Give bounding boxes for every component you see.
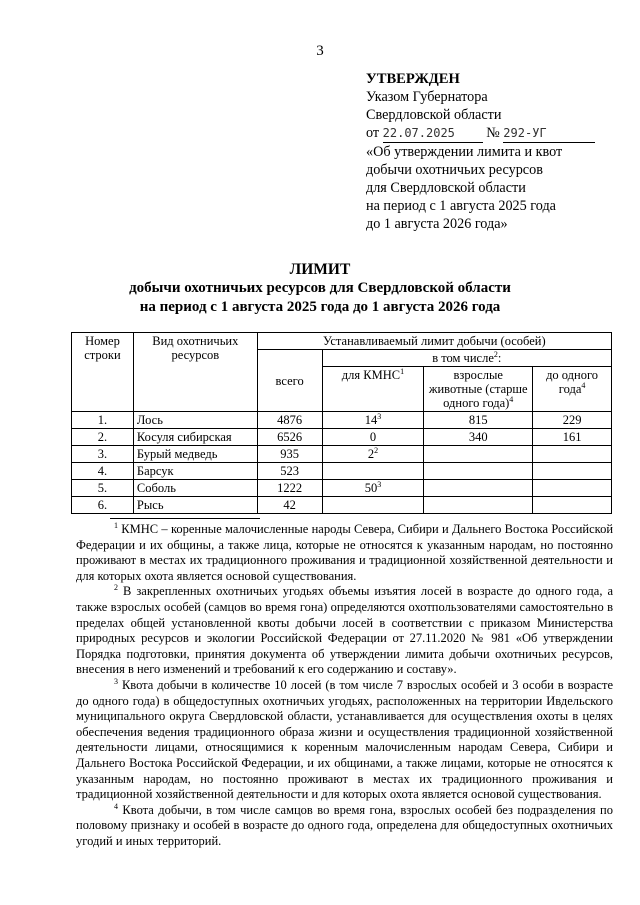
number-label: № (486, 125, 500, 141)
table-row (72, 446, 612, 463)
footnote-mark: 2 (114, 583, 118, 593)
footnote-ref: 2 (493, 349, 498, 359)
limit-adults (424, 480, 533, 497)
row-number: 1. (72, 412, 134, 429)
footnote-ref: 2 (374, 445, 379, 455)
approval-line: Свердловской области (366, 107, 502, 123)
under-one-label: до одного года (546, 368, 599, 396)
document-title: ЛИМИТ (289, 261, 351, 278)
table-row (72, 480, 612, 497)
table-row (72, 429, 612, 446)
row-number: 6. (72, 497, 134, 514)
footnote (76, 584, 613, 678)
including-label: в том числе (432, 351, 494, 365)
footnote-ref: 3 (377, 479, 382, 489)
row-number: 4. (72, 463, 134, 480)
adults-label: взрослые животные (старше одного года) (428, 368, 528, 410)
date-field (383, 124, 483, 143)
footnote (76, 522, 613, 584)
limit-adults (424, 463, 533, 480)
limit-total: 1222 (257, 480, 322, 497)
approval-block (366, 70, 616, 233)
limit-kmns (322, 463, 424, 480)
header-resource-type: Вид охотничьих ресурсов (133, 333, 257, 412)
document-subtitle: на период с 1 августа 2025 года до 1 августа 2026 года (139, 299, 501, 315)
resource-name: Соболь (133, 480, 257, 497)
table-header-row (72, 333, 612, 350)
limit-kmns (322, 480, 424, 497)
footnote-mark: 1 (114, 520, 118, 530)
decree-title-line: «Об утверждении лимита и квот (366, 144, 563, 160)
header-under-one (533, 367, 612, 412)
footnote-divider (110, 518, 260, 519)
limit-kmns (322, 429, 424, 446)
document-title-block (0, 260, 640, 317)
document-subtitle: добычи охотничьих ресурсов для Свердловской области (129, 280, 511, 296)
footnote-text: КМНС – коренные малочисленные народы Севера, Сибири и Дальнего Востока Российской Федерации и их общины, а также лица, которые не относятся к указанным народам, но постоянно проживают в местах их традиционного проживания и традиционной хозяйственной деятельности и для которых охота является основой существования. (76, 522, 614, 583)
resource-name: Лось (133, 412, 257, 429)
from-label: от (366, 125, 380, 141)
header-kmns (322, 367, 424, 412)
resource-name: Бурый медведь (133, 446, 257, 463)
kmns-value: 0 (369, 430, 377, 444)
limit-kmns (322, 412, 424, 429)
limit-kmns (322, 446, 424, 463)
footnotes (76, 522, 613, 849)
header-total: всего (257, 350, 322, 412)
row-number: 2. (72, 429, 134, 446)
decree-title-line: для Свердловской области (366, 180, 526, 196)
limit-under-one (533, 497, 612, 514)
footnote (76, 678, 613, 803)
limit-adults (424, 497, 533, 514)
kmns-value: 50 (364, 481, 378, 495)
footnote-mark: 4 (114, 801, 118, 811)
limit-total: 6526 (257, 429, 322, 446)
footnote-text: Квота добычи, в том числе самцов во время гона, взрослых особей без подразделения по половому признаку и особей в возрасте до одного года, определена для общедоступных охотничьих угодий и иных территорий. (76, 802, 613, 848)
footnote (76, 803, 613, 850)
limit-table (71, 332, 612, 514)
decree-title-line: на период с 1 августа 2025 года (366, 198, 556, 214)
footnote-mark: 3 (114, 676, 118, 686)
table-row (72, 412, 612, 429)
table-row (72, 463, 612, 480)
limit-total: 523 (257, 463, 322, 480)
limit-total: 42 (257, 497, 322, 514)
footnote-ref: 3 (377, 411, 382, 421)
kmns-value: 14 (364, 413, 378, 427)
limit-total: 4876 (257, 412, 322, 429)
limit-adults: 815 (424, 412, 533, 429)
kmns-value: 2 (367, 447, 375, 461)
limit-under-one: 229 (533, 412, 612, 429)
limit-under-one (533, 463, 612, 480)
row-number: 3. (72, 446, 134, 463)
footnote-ref: 4 (509, 394, 514, 404)
number-field (503, 124, 595, 143)
footnote-text: Квота добычи в количестве 10 лосей (в том числе 7 взрослых особей и 3 особи в возрасте до одного года) в общедоступных охотничьих угодьях, расположенных на территории Ивдельского муниципального округа Свердловской области, устанавливается для осуществления охоты в целях обеспечения ведения традиционного образа жизни и осуществления традиционной хозяйственной деятельности лицами, относящимися к коренным малочисленным народам Севера, Сибири и Дальнего Востока Российской Федерации, и их общинами, а также лицами, которые не относятся к указанным народам, но постоянно проживают в местах их традиционного проживания и традиционной хозяйственной деятельности и для которых охота является основой существования. (76, 677, 613, 802)
limit-kmns (322, 497, 424, 514)
approval-date: 22.07.2025 (382, 126, 455, 140)
kmns-label: для КМНС (341, 368, 401, 382)
page-number: 3 (316, 43, 324, 59)
limit-under-one (533, 480, 612, 497)
limit-adults (424, 446, 533, 463)
resource-name: Барсук (133, 463, 257, 480)
footnote-ref: 1 (400, 366, 405, 376)
header-including: в том числе$^2$: (322, 350, 611, 367)
limit-under-one: 161 (533, 429, 612, 446)
header-limit: Устанавливаемый лимит добычи (особей) (257, 333, 611, 350)
header-row-number: Номер строки (72, 333, 134, 412)
decree-title-line: добычи охотничьих ресурсов (366, 162, 543, 178)
approval-heading: УТВЕРЖДЕН (366, 71, 460, 87)
approval-number: 292-УГ (503, 126, 547, 140)
resource-name: Косуля сибирская (133, 429, 257, 446)
approval-line: Указом Губернатора (366, 89, 488, 105)
row-number: 5. (72, 480, 134, 497)
table-row (72, 497, 612, 514)
resource-name: Рысь (133, 497, 257, 514)
header-adults (424, 367, 533, 412)
footnote-ref: 4 (581, 380, 586, 390)
limit-under-one (533, 446, 612, 463)
footnote-text: В закрепленных охотничьих угодьях объемы изъятия лосей в возрасте до одного года, а также взрослых особей (самцов во время гона) определяются охотпользователями самостоятельно в пределах общей установленной квоты добычи лосей в соответствии с приказом Министерства природных ресурсов и экологии Российской Федерации от 27.11.2020 № 981 «Об утверждении Порядка подготовки, принятия документа об утверждении лимита добычи охотничьих ресурсов, внесения в него изменений и требований к его содержанию и составу». (76, 584, 614, 677)
decree-title-line: до 1 августа 2026 года» (366, 216, 508, 232)
approval-date-line (366, 124, 616, 143)
limit-total: 935 (257, 446, 322, 463)
limit-adults: 340 (424, 429, 533, 446)
